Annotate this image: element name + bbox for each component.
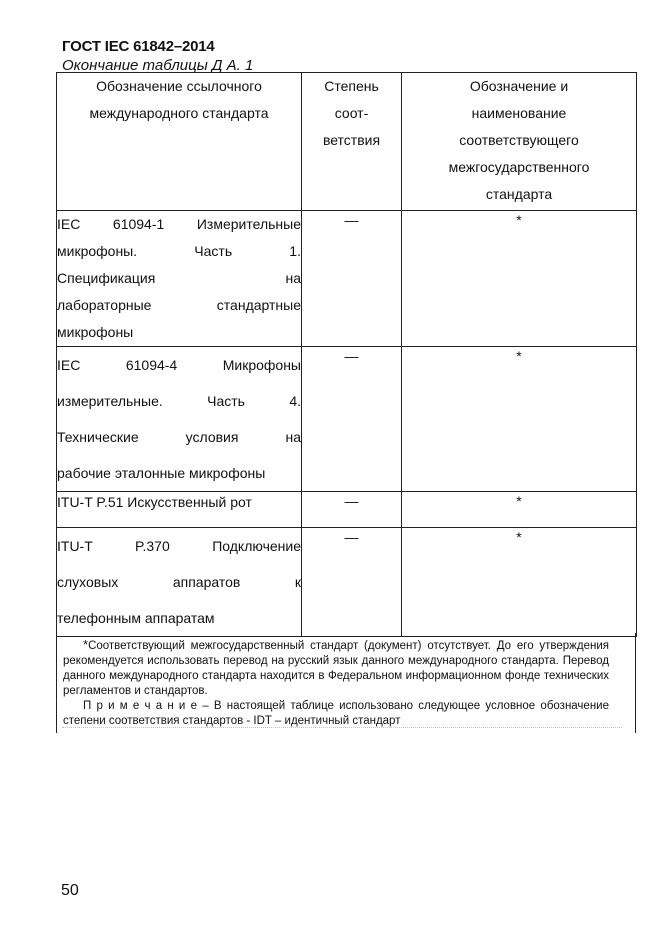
degree-cell (302, 528, 402, 637)
cell-text: слуховых аппаратов к (57, 574, 301, 590)
cell-text: микрофоны (57, 324, 134, 340)
table-row (57, 528, 637, 637)
degree-cell (302, 211, 402, 347)
header-text: наименование (471, 105, 567, 121)
footnote-text: Соответствующий межгосударственный стандарт (документ) отсутствует. До его утверждения рекомендуется использовать перевод на русский язык данного международного стандарта. Перевод данного международного стандарта находится в Федеральном информационном фонде технических регламентов и стандартов. (63, 640, 609, 697)
standards-table (56, 72, 637, 637)
header-text: Обозначение ссылочного (96, 78, 262, 94)
header-reference-standard (57, 73, 302, 211)
cell-text: измерительные. Часть 4. (57, 393, 301, 409)
header-text: соответствующего (459, 132, 579, 148)
interstate-standard-cell (402, 211, 637, 347)
degree-value: — (344, 493, 359, 509)
header-text: международного стандарта (89, 105, 269, 121)
table-notes (56, 633, 636, 733)
cell-text: ITU-T P.370 Подключение (57, 538, 301, 554)
cell-text: IEC 61094-4 Микрофоны (57, 357, 301, 373)
table-caption: Окончание таблицы Д А. 1 (62, 57, 254, 74)
cell-text: IEC 61094-1 Измерительные (57, 216, 301, 232)
degree-cell (302, 347, 402, 492)
table-row (57, 211, 637, 347)
cell-text: Спецификация на (57, 270, 301, 286)
table-row (57, 492, 637, 528)
table-row (57, 347, 637, 492)
standard-designation: ГОСТ IEC 61842–2014 (62, 38, 215, 55)
table-header-row (57, 73, 637, 211)
cell-text: рабочие эталонные микрофоны (57, 465, 266, 481)
header-interstate-standard (402, 73, 637, 211)
footnote-mark: * (516, 493, 522, 509)
header-text: межгосударственного (448, 159, 590, 175)
header-text: стандарта (485, 186, 553, 202)
footnote-mark: * (516, 348, 522, 364)
interstate-standard-cell (402, 492, 637, 528)
cell-text: телефонным аппаратам (57, 610, 215, 626)
degree-value: — (344, 348, 359, 364)
reference-standard-cell (57, 492, 302, 528)
cell-text: лабораторные стандартные (57, 297, 301, 313)
cell-text: ITU-T P.51 Искусственный рот (57, 494, 252, 510)
header-text: соот- (334, 105, 369, 121)
reference-standard-cell (57, 528, 302, 637)
degree-cell (302, 492, 402, 528)
footnote-mark: * (516, 212, 522, 228)
header-text: Обозначение и (469, 78, 569, 94)
cell-text: Технические условия на (57, 429, 301, 445)
header-text: ветствия (322, 132, 381, 148)
reference-standard-cell (57, 347, 302, 492)
footnote-mark: * (516, 529, 522, 545)
reference-standard-cell (57, 211, 302, 347)
header-degree (302, 73, 402, 211)
header-text: Степень (324, 78, 379, 94)
page-number: 50 (61, 882, 79, 899)
degree-value: — (344, 212, 359, 228)
interstate-standard-cell (402, 347, 637, 492)
degree-value: — (344, 529, 359, 545)
remark-paragraph: П р и м е ч а н и е – В настоящей таблице использовано следующее условное обозначение степени соответствия стандартов - IDT – идентичный стандарт (63, 700, 609, 727)
footnote-star: * (83, 637, 89, 652)
cell-text: микрофоны. Часть 1. (57, 243, 301, 259)
footnote-paragraph (63, 637, 609, 699)
interstate-standard-cell (402, 528, 637, 637)
scan-artifact-line (62, 727, 622, 732)
